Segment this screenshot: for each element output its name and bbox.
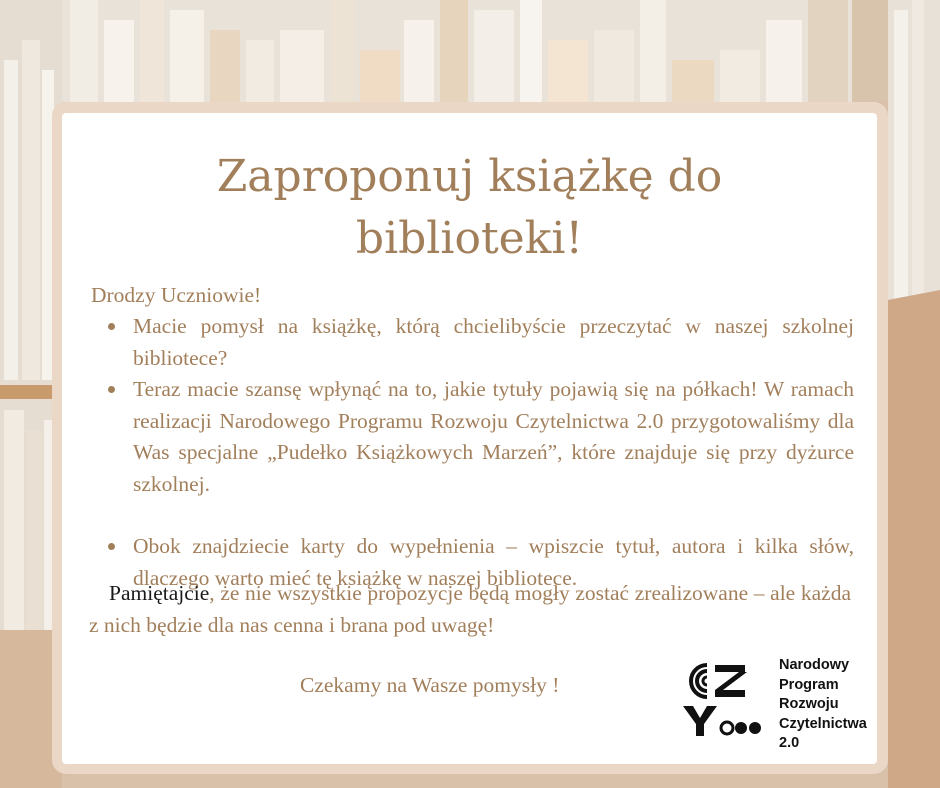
- logo-line: 2.0: [779, 735, 800, 751]
- bullet-text: Teraz macie szansę wpłynąć na to, jakie tytuły pojawią się na półkach! W ramach realizacji Narodowego Programu Rozwoju Czytelnictwa 2.0 przygotowaliśmy dla Was specjalne „Pudełko Książkowych Marzeń”, które znajduje się przy dyżurce szkolnej.: [133, 377, 854, 496]
- bullet-icon: [108, 386, 115, 393]
- bullet-icon: [108, 323, 115, 330]
- list-item: [91, 374, 854, 500]
- logo-line: Rozwoju: [779, 696, 839, 712]
- bullet-text: Macie pomysł na książkę, którą chcielibyście przeczytać w naszej szkolnej bibliotece?: [133, 314, 854, 370]
- logo-line: Czytelnictwa: [779, 715, 867, 732]
- closing-text: , że nie wszystkie propozycje będą mogły zostać zrealizowane – ale każda z nich będzie dla nas cenna i brana pod uwagę!: [89, 581, 851, 637]
- title-line-2: biblioteki!: [355, 213, 584, 264]
- bullet-list: [91, 311, 854, 594]
- bullet-text: Obok znajdziecie karty do wypełnienia – wpiszcie tytuł, autora i kilka słów, dlaczego warto mieć tę książkę w naszej bibliotece.: [133, 534, 854, 590]
- page-title: [62, 146, 877, 270]
- closing-paragraph: [89, 578, 851, 641]
- logo-line: Narodowy: [779, 657, 850, 673]
- title-line-1: Zaproponuj książkę do: [216, 151, 723, 202]
- logo-wordmark: [779, 656, 867, 754]
- nprc-logo-icon: [677, 660, 777, 742]
- spacer: [91, 500, 854, 531]
- invite-text: Czekamy na Wasze pomysły !: [300, 673, 560, 697]
- greeting: Drodzy Uczniowie!: [91, 283, 262, 307]
- list-item: [91, 311, 854, 374]
- logo-line: Program: [779, 676, 839, 693]
- bullet-icon: [108, 543, 115, 550]
- closing-lead: Pamiętajcie: [109, 581, 210, 605]
